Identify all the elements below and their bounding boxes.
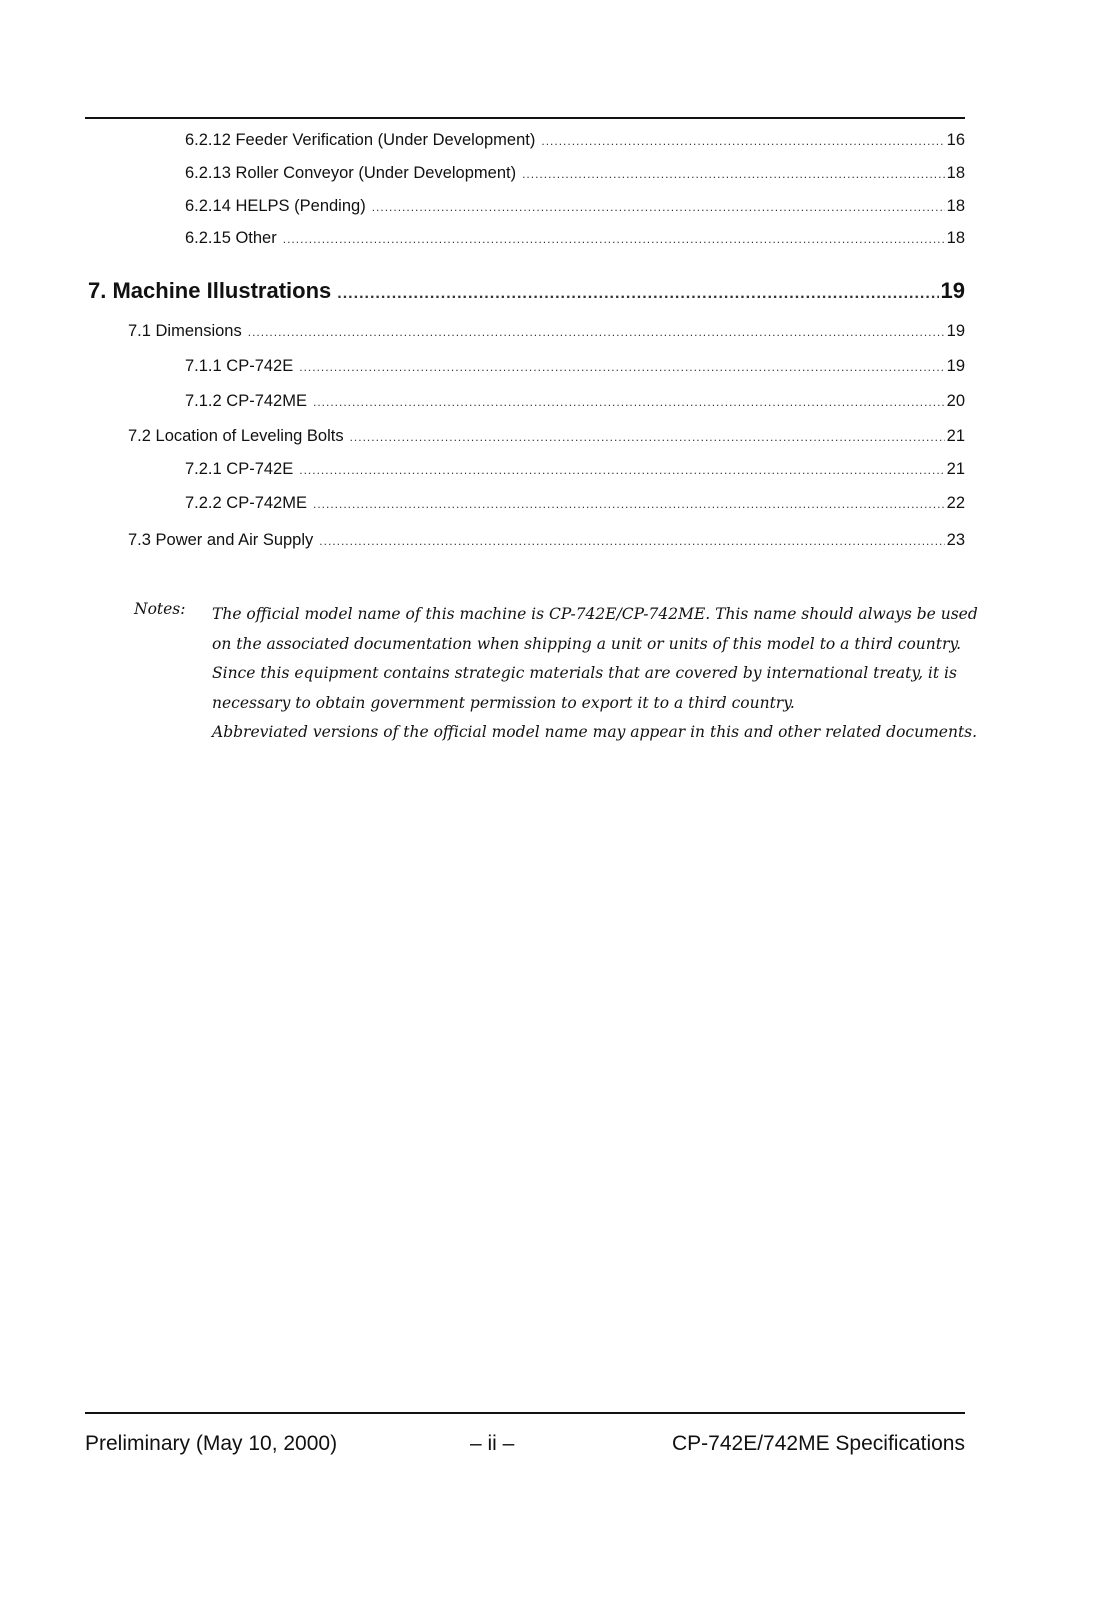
toc-page: 18 (946, 164, 965, 182)
toc-page: 19 (946, 357, 965, 375)
toc-page: 22 (946, 494, 965, 512)
toc-page: 21 (946, 460, 965, 478)
dot-leader (372, 200, 945, 214)
dot-leader (313, 395, 945, 409)
dot-leader (299, 463, 944, 477)
toc-entry[interactable] (185, 131, 965, 150)
toc-label: 7.3 Power and Air Supply (128, 531, 314, 549)
toc-entry[interactable] (128, 531, 965, 550)
dot-leader (283, 232, 945, 246)
toc-entry[interactable] (128, 322, 965, 341)
toc-label: 6.2.13 Roller Conveyor (Under Development) (185, 164, 517, 182)
toc-page: 19 (940, 278, 965, 303)
toc-label: 7.1 Dimensions (128, 322, 242, 340)
toc-label: 7. Machine Illustrations (88, 278, 332, 303)
dot-leader (337, 285, 938, 303)
dot-leader (248, 325, 945, 339)
notes-body (212, 600, 982, 748)
note-paragraph: Since this equipment contains strategic materials that are covered by international treaty, it is necessary to obtain government permission to export it to a third country. (212, 664, 957, 712)
dot-leader (319, 534, 944, 548)
toc-page: 19 (946, 322, 965, 340)
toc-label: 6.2.15 Other (185, 229, 277, 247)
toc-entry[interactable] (185, 460, 965, 479)
footer-page-number: – ii – (470, 1432, 515, 1455)
toc-label: 6.2.12 Feeder Verification (Under Development) (185, 131, 536, 149)
toc-page: 18 (946, 197, 965, 215)
toc-entry[interactable] (185, 357, 965, 376)
toc-entry[interactable] (185, 197, 965, 216)
footer-rule (85, 1412, 965, 1414)
dot-leader (313, 497, 945, 511)
toc-label: 7.2 Location of Leveling Bolts (128, 427, 344, 445)
toc-page: 18 (946, 229, 965, 247)
note-paragraph: The official model name of this machine is CP-742E/CP-742ME. This name should always be used on the associated documentation when shipping a unit or units of this model to a third country. (212, 605, 978, 653)
dot-leader (350, 430, 945, 444)
toc-label: 7.1.1 CP-742E (185, 357, 294, 375)
toc-label: 7.2.1 CP-742E (185, 460, 294, 478)
toc-page: 23 (946, 531, 965, 549)
header-rule (85, 117, 965, 119)
toc-page: 16 (946, 131, 965, 149)
toc-entry[interactable] (128, 427, 965, 446)
dot-leader (541, 134, 944, 148)
notes-label: Notes: (134, 600, 186, 618)
toc-label: 7.1.2 CP-742ME (185, 392, 307, 410)
toc-entry[interactable] (185, 164, 965, 183)
toc-entry[interactable] (185, 392, 965, 411)
footer-date: Preliminary (May 10, 2000) (85, 1432, 338, 1455)
toc-label: 6.2.14 HELPS (Pending) (185, 197, 366, 215)
toc-page: 21 (946, 427, 965, 445)
toc-label: 7.2.2 CP-742ME (185, 494, 307, 512)
note-paragraph: Abbreviated versions of the official model name may appear in this and other related documents. (212, 723, 978, 741)
footer-doc-title: CP-742E/742ME Specifications (672, 1432, 965, 1455)
toc-entry[interactable] (185, 494, 965, 513)
dot-leader (299, 360, 944, 374)
toc-chapter-entry[interactable] (88, 278, 965, 304)
toc-entry[interactable] (185, 229, 965, 248)
dot-leader (522, 167, 945, 181)
toc-page: 20 (946, 392, 965, 410)
